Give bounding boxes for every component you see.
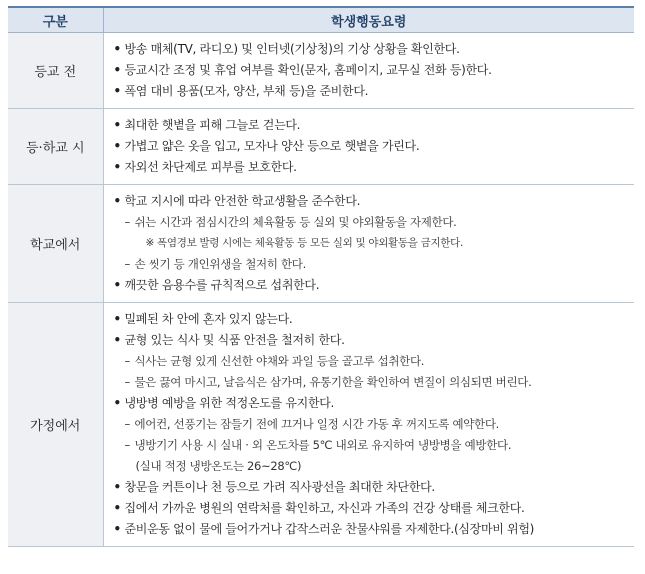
row-category: 가정에서 xyxy=(8,303,103,547)
note-item: ※ 폭염경보 발령 시에는 체육활동 등 모든 실외 및 야외활동을 금지한다. xyxy=(145,237,464,249)
bullet-item: • 균형 있는 식사 및 식품 안전을 철저히 한다. xyxy=(112,330,629,351)
header-row xyxy=(8,7,634,33)
row-content xyxy=(103,109,634,185)
sub-item: – 손 씻기 등 개인위생을 철저히 한다. xyxy=(112,254,629,275)
table-row xyxy=(8,303,634,547)
row-category: 학교에서 xyxy=(8,185,103,303)
bullet-item: • 방송 매체(TV, 라디오) 및 인터넷(기상청)의 기상 상황을 확인한다. xyxy=(112,39,629,60)
bullet-item: • 준비운동 없이 물에 들어가거나 갑작스러운 찬물샤워를 자제한다.(심장마비 위험) xyxy=(112,519,629,540)
table-row xyxy=(8,33,634,109)
header-category: 구분 xyxy=(8,7,103,33)
bullet-item: • 집에서 가까운 병원의 연락처를 확인하고, 자신과 가족의 건강 상태를 체크한다. xyxy=(112,498,629,519)
header-content: 학생행동요령 xyxy=(103,7,634,33)
bullet-item: • 창문을 커튼이나 천 등으로 가려 직사광선을 최대한 차단한다. xyxy=(112,477,629,498)
sub-item: – 물은 끓여 마시고, 날음식은 삼가며, 유통기한을 확인하여 변질이 의심되면 버린다. xyxy=(112,372,629,393)
table-row xyxy=(8,109,634,185)
row-category: 등교 전 xyxy=(8,33,103,109)
sub-item: – 냉방기기 사용 시 실내 · 외 온도차를 5℃ 내외로 유지하여 냉방병을 예방한다. xyxy=(112,435,629,456)
row-content xyxy=(103,185,634,303)
note-item: (실내 적정 냉방온도는 26~28℃) xyxy=(135,459,302,473)
student-guidelines-table xyxy=(8,6,634,547)
sub-item: – 에어컨, 선풍기는 잠들기 전에 끄거나 일정 시간 가동 후 꺼지도록 예약한다. xyxy=(112,414,629,435)
sub-item: – 식사는 균형 있게 신선한 야채와 과일 등을 골고루 섭취한다. xyxy=(112,351,629,372)
bullet-item: • 냉방병 예방을 위한 적정온도를 유지한다. xyxy=(112,393,629,414)
row-content xyxy=(103,33,634,109)
bullet-item: • 등교시간 조정 및 휴업 여부를 확인(문자, 홈페이지, 교무실 전화 등)한다. xyxy=(112,60,629,81)
table-row xyxy=(8,185,634,303)
row-category: 등·하교 시 xyxy=(8,109,103,185)
bullet-item: • 깨끗한 음용수를 규칙적으로 섭취한다. xyxy=(112,275,629,296)
bullet-item: • 가볍고 얇은 옷을 입고, 모자나 양산 등으로 햇볕을 가린다. xyxy=(112,136,629,157)
bullet-item: • 밀폐된 차 안에 혼자 있지 않는다. xyxy=(112,309,629,330)
bullet-item: • 최대한 햇볕을 피해 그늘로 걷는다. xyxy=(112,115,629,136)
bullet-item: • 자외선 차단제로 피부를 보호한다. xyxy=(112,157,629,178)
row-content xyxy=(103,303,634,547)
bullet-item: • 폭염 대비 용품(모자, 양산, 부채 등)을 준비한다. xyxy=(112,81,629,102)
bullet-item: • 학교 지시에 따라 안전한 학교생활을 준수한다. xyxy=(112,191,629,212)
sub-item: – 쉬는 시간과 점심시간의 체육활동 등 실외 및 야외활동을 자제한다. xyxy=(112,212,629,233)
